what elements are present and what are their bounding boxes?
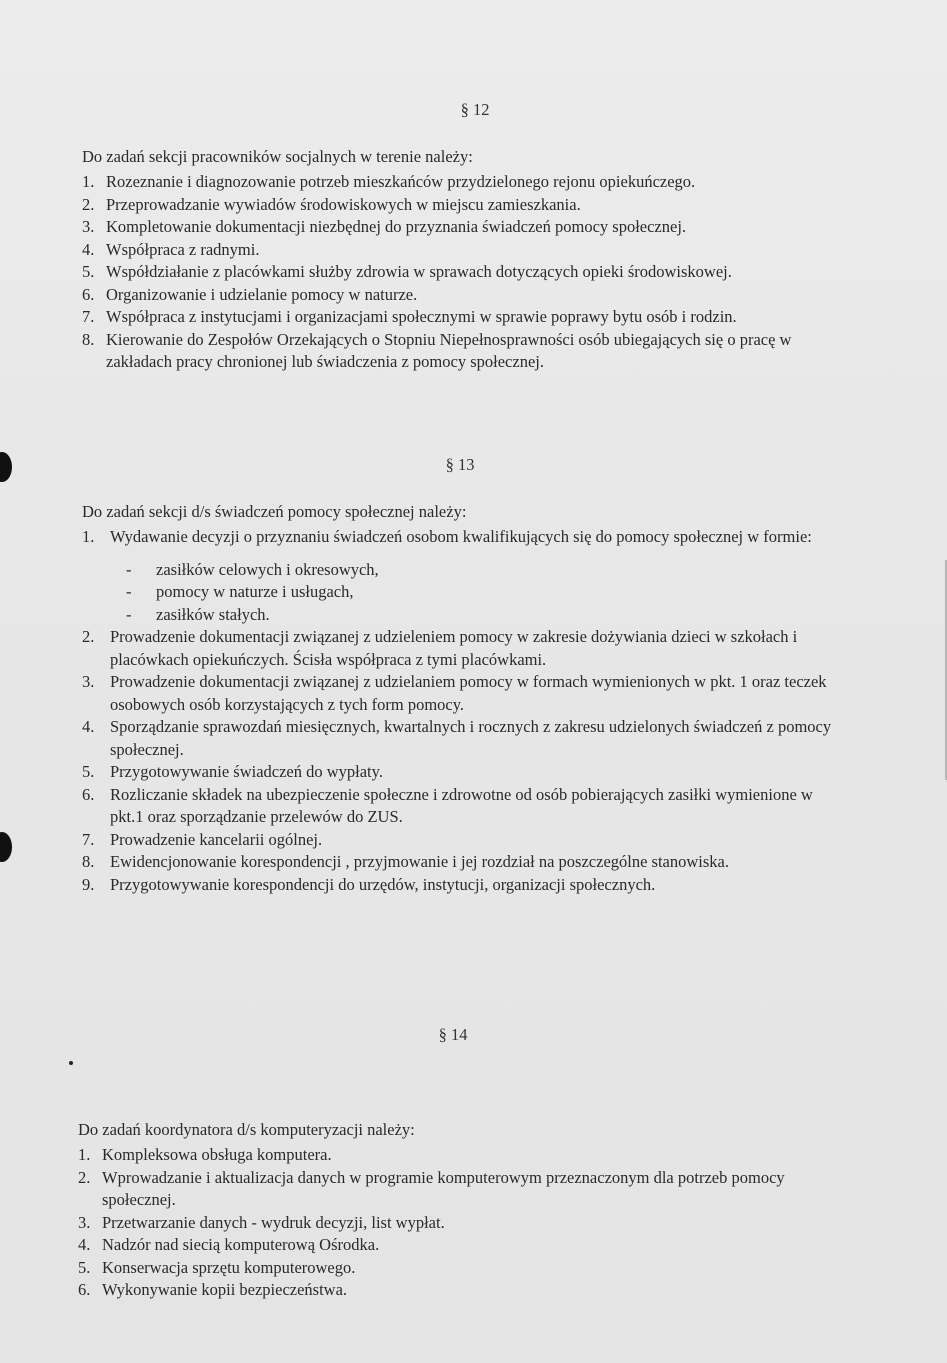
sub-list-item — [110, 604, 820, 627]
item-text: Prowadzenie kancelarii ogólnej. — [110, 829, 323, 849]
item-text: Kompletowanie dokumentacji niezbędnej do przyznania świadczeń pomocy społecznej. — [106, 217, 687, 236]
section-14-list — [78, 1144, 838, 1302]
list-item — [82, 626, 842, 671]
item-number: 3. — [78, 1212, 91, 1232]
item-number: 3. — [82, 672, 95, 691]
dash-bullet: - — [126, 582, 132, 601]
item-number: 5. — [82, 762, 95, 781]
list-item — [78, 1212, 838, 1235]
item-number: 5. — [82, 262, 95, 281]
item-number: 7. — [82, 307, 95, 326]
item-number: 1. — [82, 172, 95, 191]
sub-list-item — [110, 559, 820, 582]
item-number: 8. — [82, 852, 95, 871]
item-text: Przygotowywanie świadczeń do wypłaty. — [110, 762, 383, 781]
item-text: Nadzór nad siecią komputerową Ośrodka. — [102, 1235, 380, 1254]
item-text: Przygotowywanie korespondencji do urzędów, instytucji, organizacji społecznych. — [110, 874, 656, 894]
list-item — [82, 716, 850, 761]
item-text: Współpraca z radnymi. — [106, 239, 260, 259]
punch-hole-lower — [0, 832, 12, 862]
dash-bullet: - — [126, 559, 132, 579]
list-item — [78, 1167, 832, 1212]
section-13-list — [82, 526, 842, 896]
section-13-title: § 13 — [445, 455, 475, 474]
section-12-title: § 12 — [460, 100, 490, 119]
item-text: Wprowadzanie i aktualizacja danych w programie komputerowym przeznaczonym dla potrzeb pomocy społecznej. — [102, 1167, 785, 1209]
item-text: Współpraca z instytucjami i organizacjami społecznymi w sprawie poprawy bytu osób i rodzin. — [106, 307, 737, 326]
list-item — [82, 526, 820, 626]
item-number: 6. — [78, 1280, 91, 1299]
list-item — [82, 829, 842, 852]
list-item — [82, 306, 826, 329]
list-item — [78, 1257, 838, 1280]
section-14-intro: Do zadań koordynatora d/s komputeryzacji należy: — [78, 1120, 415, 1139]
list-item — [82, 761, 842, 784]
item-text: Konserwacja sprzętu komputerowego. — [102, 1257, 356, 1277]
item-number: 8. — [82, 329, 95, 349]
list-item — [78, 1234, 838, 1257]
list-item — [82, 874, 842, 897]
item-number: 1. — [78, 1145, 91, 1164]
sub-item-text: pomocy w naturze i usługach, — [156, 582, 354, 601]
list-item — [82, 261, 746, 284]
item-text: Ewidencjonowanie korespondencji , przyjmowanie i jej rozdział na poszczególne stanowiska. — [110, 852, 729, 871]
item-text: Sporządzanie sprawozdań miesięcznych, kwartalnych i rocznych z zakresu udzielonych świadczeń z pomocy społecznej. — [110, 717, 832, 759]
list-item — [78, 1144, 838, 1167]
item-text: Współdziałanie z placówkami służby zdrowia w sprawach dotyczących opieki środowiskowej. — [106, 262, 732, 281]
item-number: 5. — [78, 1257, 91, 1277]
item-number: 4. — [82, 239, 95, 259]
list-item — [82, 784, 842, 829]
list-item — [78, 1279, 838, 1302]
list-item — [82, 284, 842, 307]
item-number: 1. — [82, 527, 95, 546]
item-number: 4. — [82, 717, 95, 736]
item-number: 4. — [78, 1235, 91, 1254]
item-text: Rozeznanie i diagnozowanie potrzeb mieszkańców przydzielonego rejonu opiekuńczego. — [106, 172, 696, 191]
item-text: Przeprowadzanie wywiadów środowiskowych w miejscu zamieszkania. — [106, 194, 581, 214]
item-text: Wykonywanie kopii bezpieczeństwa. — [102, 1280, 348, 1299]
item-number: 9. — [82, 874, 95, 894]
list-item — [82, 329, 851, 374]
item-text: Wydawanie decyzji o przyznaniu świadczeń osobom kwalifikujących się do pomocy społecznej w formie: — [110, 527, 812, 546]
list-item — [82, 671, 865, 716]
item-text: Rozliczanie składek na ubezpieczenie społeczne i zdrowotne od osób pobierających zasiłki wymienione w pkt.1 oraz sporządzanie przelewów do ZUS. — [110, 784, 813, 826]
item-text: Przetwarzanie danych - wydruk decyzji, list wypłat. — [102, 1212, 445, 1232]
list-item — [82, 216, 842, 239]
speck — [69, 1061, 73, 1065]
section-12-list — [82, 171, 842, 374]
item-number: 3. — [82, 217, 95, 236]
sub-item-text: zasiłków stałych. — [156, 604, 270, 624]
list-item — [82, 171, 842, 194]
item-text: Prowadzenie dokumentacji związanej z udzieleniem pomocy w zakresie dożywiania dzieci w szkołach i placówkach opiekuńczych. Ścisła współpraca z tymi placówkami. — [110, 627, 798, 669]
sub-list-item — [110, 581, 820, 604]
item-number: 2. — [82, 194, 95, 214]
item-number: 2. — [82, 627, 95, 646]
sub-list — [110, 559, 820, 627]
section-12-intro: Do zadań sekcji pracowników socjalnych w terenie należy: — [82, 147, 473, 166]
punch-hole-upper — [0, 452, 12, 482]
list-item — [82, 851, 830, 874]
item-text: Organizowanie i udzielanie pomocy w naturze. — [106, 284, 418, 304]
list-item — [82, 194, 842, 217]
list-item — [82, 239, 842, 262]
item-text: Kompleksowa obsługa komputera. — [102, 1145, 332, 1164]
sub-item-text: zasiłków celowych i okresowych, — [156, 559, 379, 579]
item-number: 6. — [82, 784, 95, 804]
item-number: 6. — [82, 284, 95, 304]
item-number: 2. — [78, 1167, 91, 1187]
item-text: Prowadzenie dokumentacji związanej z udzielaniem pomocy w formach wymienionych w pkt. 1 oraz teczek osobowych osób korzystających z tych form pomocy. — [110, 672, 827, 714]
section-14-title: § 14 — [438, 1025, 468, 1044]
item-text: Kierowanie do Zespołów Orzekających o Stopniu Niepełnosprawności osób ubiegających się o pracę w zakładach pracy chronionej lub świadczenia z pomocy społecznej. — [106, 329, 792, 371]
dash-bullet: - — [126, 604, 132, 624]
section-13-intro: Do zadań sekcji d/s świadczeń pomocy społecznej należy: — [82, 502, 467, 521]
item-number: 7. — [82, 829, 95, 849]
